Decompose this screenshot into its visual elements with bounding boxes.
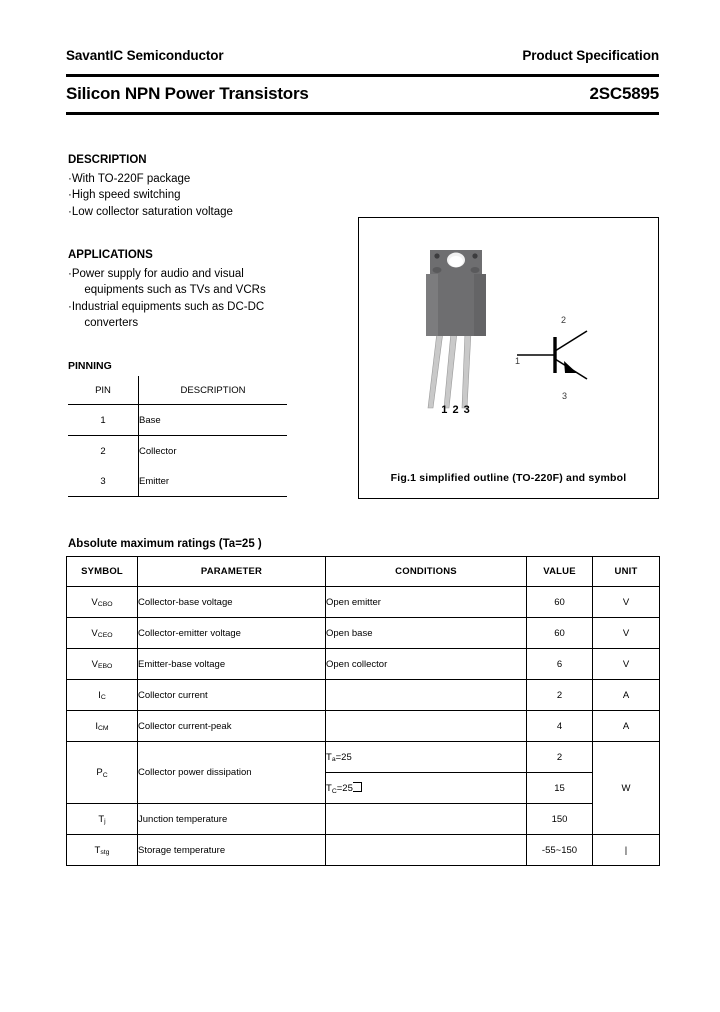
package-pin-label: 1 2 3 <box>441 404 471 416</box>
document-header <box>66 48 659 63</box>
applications-item: ·Industrial equipments such as DC-DC <box>68 300 265 313</box>
figure-caption: Fig.1 simplified outline (TO-220F) and symbol <box>390 472 627 484</box>
rating-condition: $T_C=25$ <box>326 773 527 804</box>
description-item: ·High speed switching <box>68 189 181 201</box>
ratings-col-value: VALUE <box>527 557 593 587</box>
pin-description: Base <box>139 405 288 436</box>
document-type: Product Specification <box>522 48 659 63</box>
rating-unit: A <box>593 711 660 742</box>
description-section <box>68 152 233 220</box>
pinning-col-pin: PIN <box>68 376 139 405</box>
rating-value: 2 <box>527 742 593 773</box>
table-row <box>68 405 287 436</box>
rating-unit: V <box>593 649 660 680</box>
ratings-title: Absolute maximum ratings (Ta=25 ) <box>68 538 262 550</box>
rating-condition: Open emitter <box>326 587 527 618</box>
title-row <box>66 84 659 104</box>
rating-symbol: $T_j$ <box>67 804 138 835</box>
symbol-pin-3-label: 3 <box>562 391 568 401</box>
rating-condition: Open base <box>326 618 527 649</box>
rating-parameter: Collector-base voltage <box>138 587 326 618</box>
table-row <box>67 618 660 649</box>
rating-value: 15 <box>527 773 593 804</box>
rating-value: 150 <box>527 804 593 835</box>
ratings-header-row <box>67 557 660 587</box>
symbol-pin-1-label: 1 <box>515 356 521 366</box>
pin-number: 1 <box>68 405 139 436</box>
applications-section <box>68 247 266 332</box>
rating-symbol: $P_C$ <box>67 742 138 804</box>
pinning-label: PINNING <box>68 360 112 372</box>
rating-unit: W <box>593 742 660 835</box>
rating-parameter: Collector-emitter voltage <box>138 618 326 649</box>
rating-unit: A <box>593 680 660 711</box>
header-divider-top <box>66 74 659 77</box>
rating-value: 4 <box>527 711 593 742</box>
pin-number: 2 <box>68 436 139 467</box>
rating-condition <box>326 835 527 866</box>
rating-condition <box>326 804 527 835</box>
description-heading: DESCRIPTION <box>68 154 147 166</box>
table-row <box>68 436 287 467</box>
applications-heading: APPLICATIONS <box>68 249 153 261</box>
table-row <box>67 680 660 711</box>
applications-item-continued: converters <box>78 317 139 329</box>
missing-glyph-icon <box>353 782 362 792</box>
absolute-maximum-ratings-table <box>66 556 660 866</box>
pinning-header-row <box>68 376 287 405</box>
header-divider-bottom <box>66 112 659 115</box>
rating-value: -55~150 <box>527 835 593 866</box>
symbol-pin-2-label: 2 <box>561 315 567 325</box>
rating-condition: $T_a=25$ <box>326 742 527 773</box>
rating-value: 2 <box>527 680 593 711</box>
rating-condition <box>326 680 527 711</box>
pinning-section <box>68 360 287 497</box>
pin-number: 3 <box>68 466 139 497</box>
table-row <box>68 466 287 497</box>
rating-symbol: $I_{CM}$ <box>67 711 138 742</box>
applications-item-continued: equipments such as TVs and VCRs <box>78 284 266 296</box>
rating-value: 60 <box>527 587 593 618</box>
rating-symbol: $T_{stg}$ <box>67 835 138 866</box>
rating-parameter: Junction temperature <box>138 804 326 835</box>
table-row <box>67 742 660 773</box>
rating-symbol: $V_{CBO}$ <box>67 587 138 618</box>
table-row <box>67 587 660 618</box>
to220f-package-drawing <box>411 236 501 416</box>
figure-box <box>358 217 659 499</box>
page-title: Silicon NPN Power Transistors <box>66 84 309 103</box>
rating-parameter: Storage temperature <box>138 835 326 866</box>
ratings-col-parameter: PARAMETER <box>138 557 326 587</box>
table-row <box>67 711 660 742</box>
rating-parameter: Emitter-base voltage <box>138 649 326 680</box>
ratings-col-unit: UNIT <box>593 557 660 587</box>
ratings-col-symbol: SYMBOL <box>67 557 138 587</box>
description-item: ·With TO-220F package <box>68 172 191 185</box>
rating-condition: Open collector <box>326 649 527 680</box>
description-item: ·Low collector saturation voltage <box>68 205 233 218</box>
rating-value: 60 <box>527 618 593 649</box>
pinning-table <box>68 376 287 497</box>
company-name: SavantIC Semiconductor <box>66 48 224 63</box>
applications-item: ·Power supply for audio and visual <box>68 267 244 280</box>
rating-condition <box>326 711 527 742</box>
rating-symbol: $V_{CEO}$ <box>67 618 138 649</box>
ratings-col-conditions: CONDITIONS <box>326 557 527 587</box>
table-row <box>67 835 660 866</box>
package-leads <box>428 332 471 408</box>
rating-symbol: $V_{EBO}$ <box>67 649 138 680</box>
rating-parameter: Collector power dissipation <box>138 742 326 804</box>
rating-unit: | <box>593 835 660 866</box>
rating-unit: V <box>593 618 660 649</box>
pinning-col-description: DESCRIPTION <box>139 376 288 405</box>
rating-parameter: Collector current-peak <box>138 711 326 742</box>
part-number: 2SC5895 <box>589 84 659 103</box>
pin-description: Emitter <box>139 466 288 497</box>
pin-description: Collector <box>139 445 177 457</box>
rating-value: 6 <box>527 649 593 680</box>
rating-symbol: $I_C$ <box>67 680 138 711</box>
rating-parameter: Collector current <box>138 680 326 711</box>
table-row <box>67 649 660 680</box>
table-row <box>67 804 660 835</box>
rating-unit: V <box>593 587 660 618</box>
